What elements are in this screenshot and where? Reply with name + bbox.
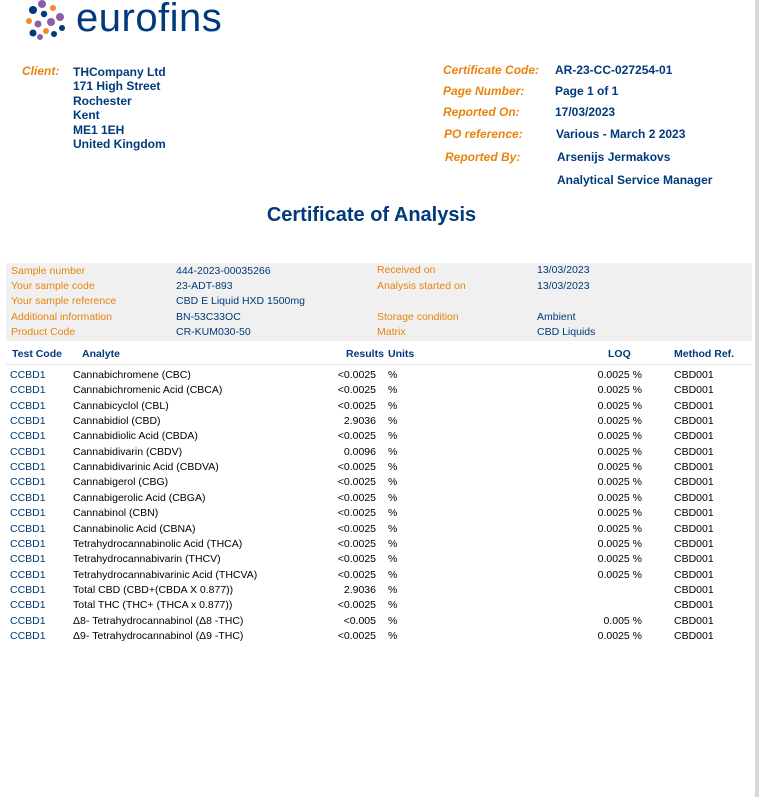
sample-code-value: 23-ADT-893	[176, 280, 233, 292]
reported-on-value-wrap	[555, 105, 615, 119]
cell-test-code: CCBD1	[10, 384, 46, 397]
analysis-started-label: Analysis started on	[377, 280, 466, 292]
cell-analyte: Cannabicyclol (CBL)	[73, 399, 169, 412]
cell-unit: %	[388, 583, 398, 596]
cell-unit: %	[388, 445, 398, 458]
cell-result: <0.0025	[337, 491, 376, 504]
cell-analyte: Cannabigerolic Acid (CBGA)	[73, 491, 206, 504]
cell-unit: %	[388, 522, 398, 535]
reported-on-row	[443, 105, 520, 119]
cell-test-code: CCBD1	[10, 614, 46, 627]
header-divider	[6, 364, 752, 365]
po-reference-label: PO reference:	[444, 127, 523, 141]
reported-on-label: Reported On:	[443, 105, 520, 119]
table-row	[0, 430, 759, 445]
po-reference-value: Various - March 2 2023	[556, 127, 686, 141]
cell-analyte: Total CBD (CBD+(CBDA X 0.877))	[73, 583, 234, 596]
storage-condition-value: Ambient	[537, 311, 576, 323]
table-row	[0, 369, 759, 384]
matrix-label: Matrix	[377, 326, 406, 338]
cell-unit: %	[388, 384, 398, 397]
reported-on-value: 17/03/2023	[555, 105, 616, 119]
cell-unit: %	[388, 399, 398, 412]
cell-method-ref: CBD001	[674, 507, 714, 520]
client-address	[73, 65, 166, 151]
table-row	[0, 538, 759, 553]
cell-unit: %	[388, 507, 398, 520]
cell-unit: %	[388, 614, 398, 627]
cell-test-code: CCBD1	[10, 430, 46, 443]
col-header-loq: LOQ	[608, 348, 631, 360]
sample-reference-label: Your sample reference	[11, 295, 117, 307]
certificate-code-value-wrap	[555, 63, 672, 77]
client-postcode: ME1 1EH	[73, 122, 125, 137]
received-on-label: Received on	[377, 264, 436, 276]
eurofins-logo-mark-icon	[22, 0, 72, 44]
matrix-value: CBD Liquids	[537, 326, 596, 338]
cell-analyte: Total THC (THC+ (THCA x 0.877))	[73, 599, 233, 612]
received-on-value: 13/03/2023	[537, 264, 590, 276]
certificate-code-row	[443, 63, 539, 77]
client-name: THCompany Ltd	[73, 65, 166, 79]
reported-by-row	[445, 150, 520, 164]
client-label: Client:	[22, 64, 60, 78]
table-row	[0, 384, 759, 399]
table-row	[0, 523, 759, 538]
cell-result: <0.0025	[337, 430, 376, 443]
cell-loq: 0.0025 %	[597, 445, 642, 458]
cell-result: <0.0025	[337, 537, 376, 550]
cell-method-ref: CBD001	[674, 415, 714, 428]
table-row	[0, 415, 759, 430]
cell-test-code: CCBD1	[10, 461, 46, 474]
cell-loq: 0.0025 %	[597, 415, 642, 428]
cell-analyte: Cannabinol (CBN)	[73, 507, 159, 520]
cell-result: <0.0025	[337, 507, 376, 520]
cell-result: <0.0025	[337, 461, 376, 474]
cell-method-ref: CBD001	[674, 399, 714, 412]
cell-loq: 0.0025 %	[597, 537, 642, 550]
cell-test-code: CCBD1	[10, 507, 46, 520]
cell-analyte: Cannabigerol (CBG)	[73, 476, 169, 489]
cell-unit: %	[388, 461, 398, 474]
po-reference-value-wrap	[556, 127, 685, 141]
cell-method-ref: CBD001	[674, 629, 714, 642]
cell-test-code: CCBD1	[10, 399, 46, 412]
document-title: Certificate of Analysis	[266, 204, 477, 226]
cell-loq: 0.0025 %	[597, 507, 642, 520]
cell-unit: %	[388, 430, 398, 443]
cell-unit: %	[388, 568, 398, 581]
cell-result: <0.0025	[337, 399, 376, 412]
cell-loq: 0.0025 %	[597, 399, 642, 412]
cell-loq: 0.0025 %	[597, 369, 642, 381]
table-row	[0, 400, 759, 415]
cell-loq: 0.005 %	[603, 614, 642, 627]
cell-result: <0.0025	[337, 629, 376, 642]
col-header-analyte: Analyte	[82, 348, 120, 360]
cell-method-ref: CBD001	[674, 522, 714, 535]
table-row	[0, 584, 759, 599]
sample-code-label: Your sample code	[11, 280, 95, 292]
additional-info-label: Additional information	[11, 311, 112, 323]
cell-result: <0.0025	[337, 384, 376, 397]
table-row	[0, 615, 759, 630]
cell-unit: %	[388, 491, 398, 504]
product-code-label: Product Code	[11, 326, 76, 338]
cell-unit: %	[388, 369, 398, 381]
cell-test-code: CCBD1	[10, 369, 46, 381]
client-town: Rochester	[73, 93, 132, 108]
cell-unit: %	[388, 629, 398, 642]
reported-by-role-wrap	[557, 173, 712, 187]
additional-info-value: BN-53C33OC	[176, 311, 241, 323]
cell-test-code: CCBD1	[10, 445, 46, 458]
sample-reference-value: CBD E Liquid HXD 1500mg	[176, 295, 305, 307]
cell-result: <0.0025	[337, 568, 376, 581]
page-number-row	[443, 84, 524, 98]
sample-number-value: 444-2023-00035266	[176, 265, 271, 277]
cell-method-ref: CBD001	[674, 568, 714, 581]
cell-analyte: Tetrahydrocannabinolic Acid (THCA)	[73, 537, 243, 550]
cell-unit: %	[388, 599, 398, 612]
cell-method-ref: CBD001	[674, 537, 714, 550]
cell-method-ref: CBD001	[674, 583, 714, 596]
certificate-code-label: Certificate Code:	[443, 63, 540, 77]
cell-test-code: CCBD1	[10, 537, 46, 550]
cell-method-ref: CBD001	[674, 553, 714, 566]
cell-analyte: Cannabichromene (CBC)	[73, 369, 191, 381]
logo-wordmark: eurofins	[76, 0, 223, 40]
cell-loq: 0.0025 %	[597, 430, 642, 443]
cell-method-ref: CBD001	[674, 384, 714, 397]
client-county: Kent	[73, 108, 100, 123]
table-row	[0, 461, 759, 476]
cell-test-code: CCBD1	[10, 629, 46, 642]
cell-loq: 0.0025 %	[597, 629, 642, 642]
cell-result: 0.0096	[343, 445, 376, 458]
cell-loq: 0.0025 %	[597, 384, 642, 397]
po-reference-row	[444, 127, 523, 141]
table-row	[0, 476, 759, 491]
page-number-value: Page 1 of 1	[555, 84, 619, 98]
table-row	[0, 553, 759, 568]
cell-analyte: Tetrahydrocannabivarinic Acid (THCVA)	[73, 568, 258, 581]
cell-result: <0.0025	[337, 553, 376, 566]
client-street: 171 High Street	[73, 79, 161, 94]
cell-method-ref: CBD001	[674, 369, 714, 381]
cell-method-ref: CBD001	[674, 614, 714, 627]
table-row	[0, 507, 759, 522]
cell-test-code: CCBD1	[10, 553, 46, 566]
cell-test-code: CCBD1	[10, 522, 46, 535]
cell-test-code: CCBD1	[10, 583, 46, 596]
cell-analyte: Δ9- Tetrahydrocannabinol (Δ9 -THC)	[73, 629, 244, 642]
cell-method-ref: CBD001	[674, 476, 714, 489]
storage-condition-label: Storage condition	[377, 311, 459, 323]
col-header-results: Results	[346, 348, 384, 360]
col-header-method: Method Ref.	[674, 348, 735, 360]
cell-method-ref: CBD001	[674, 461, 714, 474]
table-row	[0, 599, 759, 614]
reported-by-role: Analytical Service Manager	[557, 173, 713, 187]
cell-result: <0.005	[343, 614, 376, 627]
cell-test-code: CCBD1	[10, 491, 46, 504]
cell-analyte: Cannabinolic Acid (CBNA)	[73, 522, 196, 535]
cell-result: 2.9036	[343, 415, 376, 428]
cell-loq: 0.0025 %	[597, 568, 642, 581]
table-row	[0, 446, 759, 461]
cell-analyte: Cannabidiolic Acid (CBDA)	[73, 430, 198, 443]
cell-test-code: CCBD1	[10, 568, 46, 581]
cell-loq: 0.0025 %	[597, 461, 642, 474]
page-number-value-wrap	[555, 84, 618, 98]
table-row	[0, 492, 759, 507]
table-row	[0, 630, 759, 645]
product-code-value: CR-KUM030-50	[176, 326, 251, 338]
reported-by-value-wrap	[557, 150, 670, 164]
reported-by-value: Arsenijs Jermakovs	[557, 150, 671, 164]
col-header-test-code: Test Code	[12, 348, 62, 360]
page-number-label: Page Number:	[443, 84, 525, 98]
cell-analyte: Cannabichromenic Acid (CBCA)	[73, 384, 223, 397]
cell-result: <0.0025	[337, 522, 376, 535]
table-row	[0, 569, 759, 584]
cell-analyte: Cannabidivarin (CBDV)	[73, 445, 183, 458]
sample-number-label: Sample number	[11, 265, 86, 277]
certificate-code-value: AR-23-CC-027254-01	[555, 63, 673, 77]
cell-unit: %	[388, 537, 398, 550]
cell-method-ref: CBD001	[674, 445, 714, 458]
cell-loq: 0.0025 %	[597, 491, 642, 504]
cell-loq: 0.0025 %	[597, 476, 642, 489]
cell-analyte: Δ8- Tetrahydrocannabinol (Δ8 -THC)	[73, 614, 244, 627]
cell-method-ref: CBD001	[674, 491, 714, 504]
cell-test-code: CCBD1	[10, 599, 46, 612]
analysis-started-value: 13/03/2023	[537, 280, 590, 292]
cell-result: <0.0025	[337, 476, 376, 489]
cell-analyte: Cannabidiol (CBD)	[73, 415, 161, 428]
cell-method-ref: CBD001	[674, 599, 714, 612]
client-country: United Kingdom	[73, 137, 166, 152]
reported-by-label: Reported By:	[445, 150, 521, 164]
cell-analyte: Tetrahydrocannabivarin (THCV)	[73, 553, 221, 566]
cell-unit: %	[388, 476, 398, 489]
cell-analyte: Cannabidivarinic Acid (CBDVA)	[73, 461, 219, 474]
cell-method-ref: CBD001	[674, 430, 714, 443]
cell-test-code: CCBD1	[10, 476, 46, 489]
cell-result: <0.0025	[337, 369, 376, 381]
cell-unit: %	[388, 415, 398, 428]
cell-unit: %	[388, 553, 398, 566]
col-header-units: Units	[388, 348, 415, 360]
cell-result: <0.0025	[337, 599, 376, 612]
cell-test-code: CCBD1	[10, 415, 46, 428]
cell-loq: 0.0025 %	[597, 522, 642, 535]
cell-result: 2.9036	[343, 583, 376, 596]
cell-loq: 0.0025 %	[597, 553, 642, 566]
